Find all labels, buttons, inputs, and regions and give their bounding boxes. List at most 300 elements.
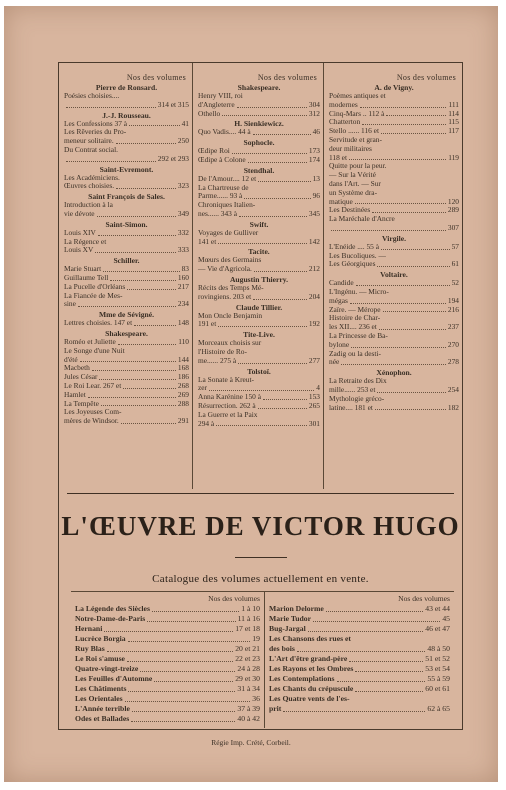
entry-title: L'Art d'être grand-père xyxy=(268,654,348,663)
volume-number: 17 et 18 xyxy=(235,624,260,633)
entry-title: La Maréchale d'Ancre xyxy=(329,214,395,224)
hugo-volume-entry xyxy=(75,694,260,704)
dot-leader xyxy=(258,408,307,409)
dot-leader xyxy=(355,691,423,692)
column-header: Nos des volumes xyxy=(398,594,450,603)
entry-title: deur militaires xyxy=(329,143,372,153)
entry-title: mégas xyxy=(329,295,348,305)
volume-entry xyxy=(198,312,320,321)
dot-leader xyxy=(209,390,314,391)
dot-leader xyxy=(116,188,176,189)
dot-leader xyxy=(237,107,307,108)
dot-leader xyxy=(283,711,425,712)
entry-title: Les Rayons et les Ombres xyxy=(268,664,354,673)
volume-number: 194 xyxy=(447,295,459,305)
volume-number: 120 xyxy=(447,196,459,206)
entry-title: Odes et Ballades xyxy=(75,714,130,723)
entry-title: Du Contrat social. xyxy=(64,144,118,154)
dot-leader xyxy=(121,423,176,424)
author-heading: Augustin Thierry. xyxy=(229,274,289,284)
catalogue-subtitle: Catalogue des volumes actuellement en vente. xyxy=(152,573,369,585)
entry-title: La Tempête xyxy=(64,398,99,408)
hugo-volume-entry xyxy=(269,604,450,614)
entry-title: Henry VIII, roi xyxy=(198,91,243,100)
entry-title: Les Orientales xyxy=(75,694,123,703)
dot-leader xyxy=(239,216,307,217)
volume-number: 111 xyxy=(448,99,459,109)
hugo-volume-entry xyxy=(269,614,450,624)
hugo-volume-entry xyxy=(75,634,260,644)
entry-title: rovingiens. 203 et xyxy=(198,291,252,301)
volume-number: 61 xyxy=(451,259,459,269)
entry-title: Les Destinées xyxy=(329,205,371,215)
volume-entry xyxy=(64,319,189,328)
entry-title: Servitude et gran- xyxy=(329,134,382,144)
volume-number: 51 et 52 xyxy=(425,654,450,663)
dot-leader xyxy=(140,671,235,672)
hugo-volume-entry xyxy=(269,664,450,674)
entry-title: L'Ingénu. — Micro- xyxy=(329,286,389,296)
entry-title: 191 et xyxy=(198,319,217,329)
dot-leader xyxy=(147,621,235,622)
dot-leader xyxy=(349,661,423,662)
entry-title: Les Bucoliques. — xyxy=(329,250,386,260)
dot-leader xyxy=(80,361,176,362)
hugo-volume-entry xyxy=(269,624,450,634)
volume-entry xyxy=(198,293,320,302)
hugo-volume-entry xyxy=(269,684,450,694)
entry-title: Zadig ou la desti- xyxy=(329,348,381,358)
author-heading: Claude Tillier. xyxy=(235,302,283,312)
column-1 xyxy=(59,63,193,489)
volume-number: 288 xyxy=(177,398,189,408)
volume-number: 291 xyxy=(177,416,189,426)
dot-leader xyxy=(107,651,234,652)
volume-number: 323 xyxy=(177,181,189,191)
entry-title: mères de Windsor. xyxy=(64,416,119,426)
entry-title: Poèmes antiques et xyxy=(329,91,386,100)
column-header: Nos des volumes xyxy=(257,73,317,82)
entry-title: Œdipe Roi xyxy=(198,146,230,156)
volume-number: 268 xyxy=(177,380,189,390)
entry-title: Quo Vadis.... 44 à xyxy=(198,127,251,137)
volume-number: 1 à 10 xyxy=(241,604,260,613)
entry-title: Le Roi s'amuse xyxy=(75,654,125,663)
entry-title: Roméo et Juliette xyxy=(64,336,116,346)
entry-title: des bois xyxy=(268,644,295,653)
volume-number: 277 xyxy=(308,355,320,365)
dot-leader xyxy=(331,230,446,231)
dot-leader xyxy=(154,681,233,682)
entry-title: Œdipe à Colone xyxy=(198,154,246,164)
volume-entry xyxy=(329,358,459,367)
entry-title: Notre-Dame-de-Paris xyxy=(75,614,146,623)
volume-number: 333 xyxy=(177,245,189,255)
volume-number: 186 xyxy=(177,372,189,382)
entry-title: Marie Tudor xyxy=(268,614,312,623)
hugo-volume-entry xyxy=(269,634,450,644)
volume-number: 57 xyxy=(451,241,459,251)
dot-leader xyxy=(232,153,307,154)
volume-entry xyxy=(329,215,459,224)
volume-number: 62 à 65 xyxy=(427,704,450,713)
volume-entry xyxy=(198,420,320,429)
volume-number: 110 xyxy=(178,336,189,346)
dot-leader xyxy=(97,216,176,217)
volume-number: 13 xyxy=(312,173,320,183)
hugo-column-right xyxy=(265,592,454,728)
hugo-volume-entry xyxy=(269,694,450,704)
entry-title: 118 et xyxy=(329,152,347,162)
column-2 xyxy=(193,63,324,489)
dot-leader xyxy=(98,235,176,236)
catalogue-frame xyxy=(58,62,463,730)
entry-title: L'Enéide .... 55 à xyxy=(329,241,379,251)
volume-number: 237 xyxy=(447,322,459,332)
entry-title: Œuvres choisies. xyxy=(64,181,115,191)
entry-title: Les Feuilles d'Automne xyxy=(75,674,153,683)
volume-number: 254 xyxy=(447,384,459,394)
volume-number: 60 et 61 xyxy=(425,684,450,693)
entry-title: Le Roi Lear. 267 et xyxy=(64,380,122,390)
dot-leader xyxy=(78,306,176,307)
volume-number: 53 et 54 xyxy=(425,664,450,673)
entry-title: Résurrection. 262 à xyxy=(198,400,256,410)
author-heading: Shakespeare. xyxy=(105,328,148,338)
volume-entry xyxy=(198,156,320,165)
entry-title: mille...... 253 et xyxy=(329,384,376,394)
section-divider xyxy=(67,493,454,494)
volume-number: 119 xyxy=(448,152,459,162)
volume-number: 270 xyxy=(447,339,459,349)
entry-title: Chatterton xyxy=(329,117,361,127)
dot-leader xyxy=(381,133,446,134)
volume-number: 345 xyxy=(308,208,320,218)
hugo-volume-entry xyxy=(75,704,260,714)
volume-number: 142 xyxy=(308,236,320,246)
volume-number: 19 xyxy=(252,634,260,643)
volume-entry xyxy=(64,246,189,255)
volume-number: 217 xyxy=(177,281,189,291)
author-heading: H. Sienkiewicz. xyxy=(234,119,284,129)
entry-title: Les Académiciens. xyxy=(64,172,120,182)
dot-leader xyxy=(337,681,426,682)
volume-number: 144 xyxy=(177,354,189,364)
dot-leader xyxy=(110,280,176,281)
author-heading: Saint-Simon. xyxy=(105,219,148,229)
dot-leader xyxy=(103,271,179,272)
dot-leader xyxy=(308,631,424,632)
entry-title: Ruy Blas xyxy=(75,644,105,653)
entry-title: Les Géorgiques xyxy=(329,259,376,269)
volume-number: 117 xyxy=(448,126,459,136)
volume-number: 24 à 28 xyxy=(237,664,260,673)
volume-entry xyxy=(64,182,189,191)
dot-leader xyxy=(258,181,310,182)
dot-leader xyxy=(125,701,251,702)
entry-title: zer xyxy=(198,383,208,393)
entry-title: l'Histoire de Ro- xyxy=(198,346,247,356)
dot-leader xyxy=(129,125,180,126)
entry-title: Les Chansons des rues et xyxy=(268,634,351,643)
entry-title: La Fiancée de Mes- xyxy=(64,290,123,300)
entry-title: née xyxy=(329,357,340,367)
entry-title: Les Contemplations xyxy=(268,674,335,683)
hugo-volume-entry xyxy=(75,644,260,654)
volume-entry xyxy=(64,300,189,309)
dot-leader xyxy=(356,285,450,286)
title-rule xyxy=(235,557,287,558)
hugo-volume-entry xyxy=(269,644,450,654)
volume-entry xyxy=(198,411,320,420)
volume-number: 31 à 34 xyxy=(237,684,260,693)
entry-title: Récits des Temps Mé- xyxy=(198,282,264,292)
hugo-volume-entry xyxy=(75,714,260,724)
dot-leader xyxy=(131,721,235,722)
dot-leader xyxy=(66,107,156,108)
dot-leader xyxy=(355,671,423,672)
dot-leader xyxy=(88,397,176,398)
volume-entry xyxy=(64,155,189,164)
entry-title: La Chartreuse de xyxy=(198,182,249,192)
entry-title: Anna Karénine 150 à xyxy=(198,392,262,402)
entry-title: Histoire de Char- xyxy=(329,313,381,323)
author-heading: J.-J. Rousseau. xyxy=(102,110,151,120)
volume-number: 289 xyxy=(447,205,459,215)
dot-leader xyxy=(350,303,446,304)
author-heading: Mme de Sévigné. xyxy=(98,310,155,320)
volume-entry xyxy=(64,417,189,426)
volume-number: 160 xyxy=(177,272,189,282)
column-header: Nos des volumes xyxy=(126,73,186,82)
volume-entry xyxy=(329,260,459,269)
entry-title: Mon Oncle Benjamin xyxy=(198,310,263,320)
volume-entry xyxy=(198,357,320,366)
author-heading: Tacite. xyxy=(248,247,270,257)
volume-number: 52 xyxy=(451,278,459,288)
entry-title: Voyages de Gulliver xyxy=(198,227,259,237)
hugo-title: L'ŒUVRE DE VICTOR HUGO xyxy=(61,511,460,541)
author-heading: Saint François de Sales. xyxy=(88,192,165,202)
entry-title: 141 et xyxy=(198,236,217,246)
volume-number: 22 et 23 xyxy=(235,654,260,663)
entry-title: Lucrèce Borgia xyxy=(75,634,126,643)
volume-entry xyxy=(329,224,459,233)
volume-entry xyxy=(329,404,459,413)
author-heading: Voltaire. xyxy=(380,270,408,280)
dot-leader xyxy=(118,344,176,345)
volume-entry xyxy=(198,376,320,385)
author-heading: Pierre de Ronsard. xyxy=(95,83,158,92)
volume-entry xyxy=(64,210,189,219)
dot-leader xyxy=(218,326,307,327)
entry-title: Louis XV xyxy=(64,245,94,255)
entry-title: Chroniques Italien- xyxy=(198,200,256,210)
dot-leader xyxy=(134,325,176,326)
author-heading: Shakespeare. xyxy=(237,83,281,92)
volume-number: 168 xyxy=(177,363,189,373)
entry-title: Quatre-vingt-treize xyxy=(75,664,139,673)
dot-leader xyxy=(116,143,176,144)
volume-number: 269 xyxy=(177,389,189,399)
dot-leader xyxy=(253,299,307,300)
volume-number: 55 à 59 xyxy=(427,674,450,683)
dot-leader xyxy=(92,370,176,371)
hugo-volume-entry xyxy=(269,674,450,684)
entry-title: La Princesse de Ba- xyxy=(329,330,388,340)
volume-entry xyxy=(198,265,320,274)
volume-number: 212 xyxy=(308,264,320,274)
entry-title: La Guerre et la Paix xyxy=(198,409,258,419)
dot-leader xyxy=(127,661,233,662)
entry-title: Les Chants du crépuscule xyxy=(268,684,354,693)
entry-title: Hamlet xyxy=(64,389,86,399)
dot-leader xyxy=(95,252,176,253)
entry-title: prit xyxy=(268,704,282,713)
author-heading: Virgile. xyxy=(382,233,406,243)
author-heading: Swift. xyxy=(249,219,269,229)
entry-title: Marie Stuart xyxy=(64,264,102,274)
entry-title: Les Quatre vents de l'es- xyxy=(268,694,350,703)
entry-title: Macbeth xyxy=(64,363,90,373)
dot-leader xyxy=(254,271,307,272)
entry-title: Candide xyxy=(329,278,354,288)
author-heading: Saint-Evremont. xyxy=(99,164,154,174)
hugo-volume-entry xyxy=(269,704,450,714)
entry-title: un Système dra- xyxy=(329,187,378,197)
dot-leader xyxy=(66,161,156,162)
author-heading: Schiller. xyxy=(113,256,140,266)
dot-leader xyxy=(297,651,426,652)
volume-number: 234 xyxy=(177,299,189,309)
entry-title: vie dévote xyxy=(64,208,95,218)
volume-entry xyxy=(329,145,459,154)
dot-leader xyxy=(383,311,446,312)
entry-title: De l'Amour.... 12 et xyxy=(198,173,257,183)
volume-entry xyxy=(198,238,320,247)
dot-leader xyxy=(248,162,307,163)
hugo-volume-entry xyxy=(75,624,260,634)
dot-leader xyxy=(128,641,251,642)
entry-title: Les Joyeuses Com- xyxy=(64,407,122,417)
volume-number: 314 et 315 xyxy=(157,99,189,109)
dot-leader xyxy=(351,347,446,348)
dot-leader xyxy=(355,203,446,204)
volume-number: 20 et 21 xyxy=(235,644,260,653)
dot-leader xyxy=(263,399,307,400)
entry-title: Bug-Jargal xyxy=(268,624,306,633)
dot-leader xyxy=(123,388,176,389)
volume-number: 192 xyxy=(308,319,320,329)
author-heading: Sophocle. xyxy=(243,138,275,148)
entry-title: Quitte pour la peur. xyxy=(329,161,387,171)
dot-leader xyxy=(372,212,446,213)
volume-number: 278 xyxy=(447,357,459,367)
volume-entry xyxy=(198,210,320,219)
entry-title: nes...... 343 à xyxy=(198,208,237,218)
entry-title: L'Année terrible xyxy=(75,704,130,713)
entry-title: Mythologie gréco- xyxy=(329,393,385,403)
dot-leader xyxy=(377,266,449,267)
dot-leader xyxy=(326,611,423,612)
volume-number: 37 à 39 xyxy=(237,704,260,713)
volume-number: 153 xyxy=(308,392,320,402)
volume-number: 292 et 293 xyxy=(157,153,189,163)
dot-leader xyxy=(132,711,235,712)
dot-leader xyxy=(152,611,239,612)
volume-number: 349 xyxy=(177,208,189,218)
author-columns xyxy=(59,63,462,489)
dot-leader xyxy=(244,198,310,199)
volume-number: 48 à 50 xyxy=(427,644,450,653)
entry-title: La Régence et xyxy=(64,236,107,246)
dot-leader xyxy=(127,289,176,290)
entry-title: me...... 275 à xyxy=(198,355,237,365)
entry-title: d'Angleterre xyxy=(198,99,235,109)
column-3 xyxy=(324,63,462,489)
volume-number: 114 xyxy=(448,108,459,118)
entry-title: les XII.... 236 et xyxy=(329,322,377,332)
printer-imprint: Régie Imp. Crété, Corbeil. xyxy=(211,738,291,747)
entry-title: Morceaux choisis sur xyxy=(198,338,262,348)
volume-number: 332 xyxy=(177,227,189,237)
dot-leader xyxy=(377,392,446,393)
volume-entry xyxy=(64,292,189,301)
entry-title: d'été xyxy=(64,354,78,364)
dot-leader xyxy=(379,329,446,330)
entry-title: Parme...... 93 à xyxy=(198,191,243,201)
dot-leader xyxy=(381,249,450,250)
volume-number: 148 xyxy=(177,318,189,328)
entry-title: Louis XIV xyxy=(64,227,96,237)
volume-number: 36 xyxy=(252,694,260,703)
entry-title: Poésies choisies.... xyxy=(64,91,120,100)
dot-leader xyxy=(104,631,233,632)
entry-title: — Vie d'Agricola. xyxy=(198,264,252,274)
volume-number: 216 xyxy=(447,304,459,314)
entry-title: Lettres choisies. 147 et xyxy=(64,318,133,328)
hugo-volume-list xyxy=(71,591,454,728)
entry-title: Guillaume Tell xyxy=(64,272,109,282)
author-heading: Tite-Live. xyxy=(243,330,275,340)
entry-title: — Sur la Vérité xyxy=(329,170,376,180)
entry-title: sine xyxy=(64,299,76,309)
entry-title: 294 à xyxy=(198,418,215,428)
volume-number: 301 xyxy=(308,418,320,428)
entry-title: Introduction à la xyxy=(64,200,113,210)
hugo-column-left xyxy=(71,592,265,728)
entry-title: Les Châtiments xyxy=(75,684,127,693)
author-heading: Tolstoï. xyxy=(247,366,271,376)
catalogue-page xyxy=(4,6,498,782)
entry-title: La Retraite des Dix xyxy=(329,376,387,386)
dot-leader xyxy=(386,115,446,116)
entry-title: Cinq-Mars .. 112 à xyxy=(329,108,385,118)
volume-number: 43 et 44 xyxy=(425,604,450,613)
entry-title: Le Songe d'une Nuit xyxy=(64,345,125,355)
volume-number: 4 xyxy=(316,383,320,393)
dot-leader xyxy=(253,134,311,135)
dot-leader xyxy=(222,115,307,116)
dot-leader xyxy=(128,691,235,692)
dot-leader xyxy=(218,243,307,244)
hugo-volume-entry xyxy=(269,654,450,664)
volume-number: 312 xyxy=(308,108,320,118)
volume-number: 96 xyxy=(312,191,320,201)
volume-entry xyxy=(329,288,459,297)
dot-leader xyxy=(349,159,446,160)
volume-number: 250 xyxy=(177,136,189,146)
